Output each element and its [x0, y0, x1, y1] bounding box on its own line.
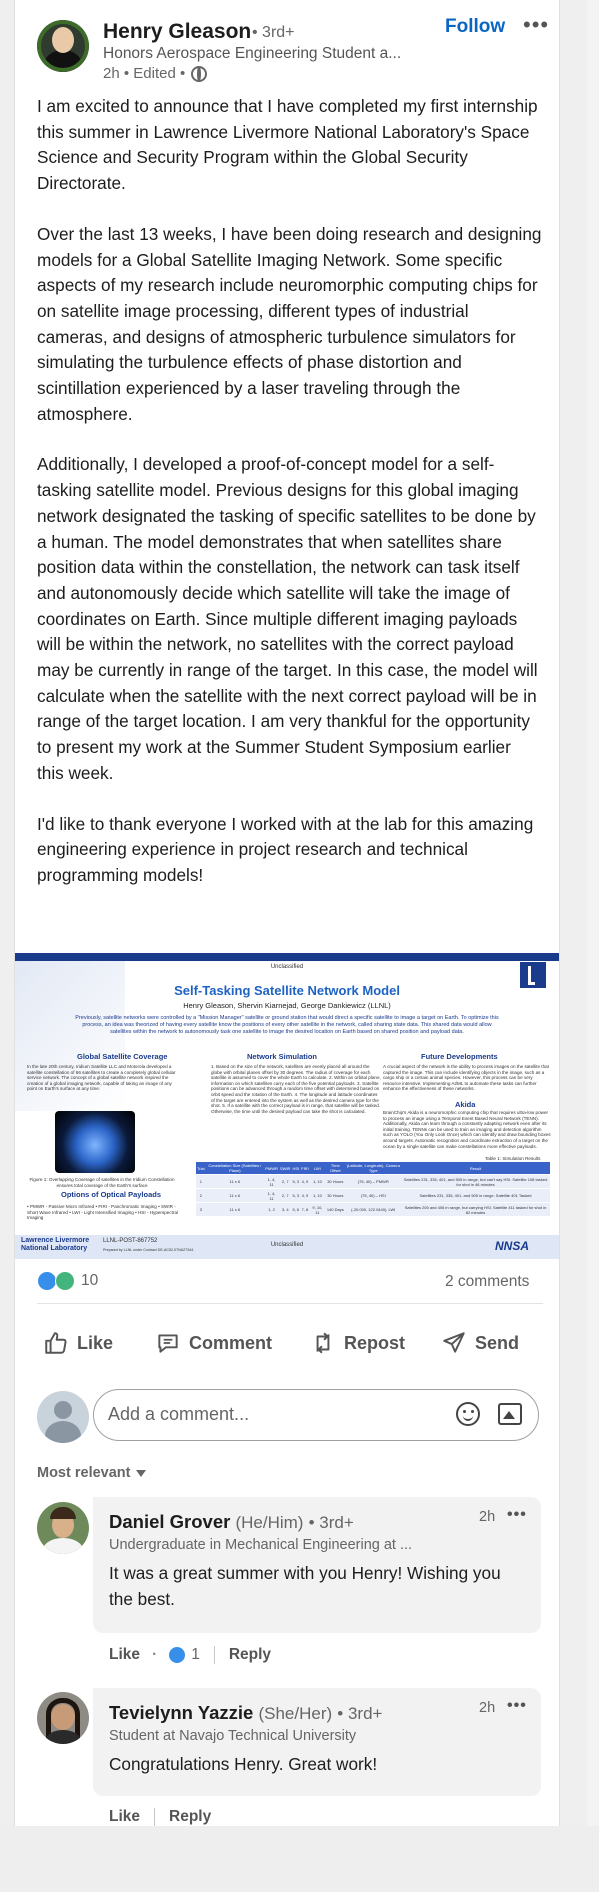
- reaction-count: 10: [81, 1272, 99, 1289]
- poster-top-bar: [15, 953, 559, 961]
- connection-degree: • 3rd+: [252, 24, 295, 41]
- author-avatar[interactable]: [37, 20, 89, 72]
- comment-label: Comment: [189, 1332, 273, 1353]
- commenter-name[interactable]: [109, 1511, 354, 1533]
- divider: [154, 1808, 155, 1826]
- post-timestamp: 2h • Edited •: [103, 65, 186, 82]
- table-cell: 140 Days: [325, 1203, 345, 1217]
- like-label: Like: [77, 1332, 114, 1353]
- poster-figure-caption: Figure 1: Overlapping Coverage of satellites in the Iridium Constellation ensures total coverage of the Earth's surface: [29, 1177, 175, 1188]
- follow-button[interactable]: Follow: [445, 16, 506, 37]
- poster-section-coverage: Global Satellite Coverage: [77, 1052, 168, 1061]
- table-header-cell: LWI: [310, 1162, 325, 1175]
- more-options-icon[interactable]: •••: [523, 12, 550, 37]
- like-reaction-icon: [169, 1647, 185, 1663]
- comment-reply-button[interactable]: Reply: [169, 1808, 212, 1825]
- table-cell: (-20.000, 122.0440), LWI: [345, 1203, 401, 1217]
- table-cell: 4, 9: [300, 1175, 310, 1189]
- comment-placeholder: Add a comment...: [108, 1404, 250, 1424]
- table-cell: 1, 10: [310, 1175, 325, 1189]
- table-cell: 5, 6: [291, 1203, 300, 1217]
- table-cell: 11 x 6: [206, 1189, 264, 1203]
- table-cell: 11 x 6: [206, 1203, 264, 1217]
- commenter-name-text[interactable]: Daniel Grover: [109, 1511, 231, 1532]
- post-paragraph: Over the last 13 weeks, I have been doing research and designing models for a Global Satellite Imaging Network. Some specific aspects of my research include neuromorphic computing chips for on satellite image processing, different types of industrial cameras, and designs of atmospheric turbulence simulators for simulating the turbulence effects of phase distortion and scintillation experienced by a laser traveling through the atmosphere.: [37, 223, 542, 424]
- divider: [214, 1646, 215, 1664]
- repost-label: Repost: [344, 1332, 406, 1353]
- table-cell: 2: [196, 1189, 206, 1203]
- commenter-headline: Undergraduate in Mechanical Engineering at ...: [109, 1537, 413, 1553]
- post-action-bar: [15, 1318, 559, 1368]
- send-button[interactable]: [441, 1318, 519, 1368]
- table-cell: 1, 2: [264, 1203, 279, 1217]
- commenter-avatar[interactable]: [37, 1692, 89, 1744]
- table-cell: 3, 4: [279, 1203, 291, 1217]
- comment-like-count[interactable]: 1: [191, 1646, 200, 1663]
- table-header-row: [196, 1162, 550, 1175]
- divider: [37, 1303, 543, 1304]
- table-header-cell: Constellation Size (Satellites / Plane): [206, 1162, 264, 1175]
- poster-akida-text: BrainChip's Akida is a neuromorphic computing chip that requires ultra-low power to process an image using a Temporal Event Based Neural Network (TENN). Additionally, Akida can learn through a constantly adapting network even after its initial training. TENNs can be used to train an imaging and detection algorithm such as YOLO (You Only Look Once) which can identify and draw bounding boxes around targets. Automatic recognition and coordinate extraction of a target on the ocean by a single satellite can make constellations more effective payloads.: [383, 1110, 551, 1149]
- comment-reply-button[interactable]: Reply: [228, 1646, 272, 1663]
- celebrate-reaction-icon: [55, 1271, 75, 1291]
- nnsa-logo: NNSA: [495, 1239, 530, 1253]
- comment-icon: [155, 1330, 181, 1356]
- table-cell: Satellites 231, 335, 401, and 505 in range, but can't say HSI. Satellite 108 tasked for shot in 46 minutes: [401, 1175, 550, 1189]
- comment-actions: [109, 1646, 271, 1664]
- commenter-degree: • 3rd+: [308, 1513, 354, 1532]
- table-cell: 7, 8: [300, 1203, 310, 1217]
- repost-icon: [310, 1330, 336, 1356]
- poster-results-table: [196, 1162, 550, 1216]
- comment-timestamp: 2h: [479, 1509, 496, 1525]
- comments-count-link[interactable]: 2 comments: [445, 1273, 530, 1290]
- poster-authors: Henry Gleason, Shervin Kiarnejad, George Dankiewicz (LLNL): [183, 1001, 391, 1010]
- comment-actions: [109, 1808, 211, 1826]
- thumbs-up-icon: [43, 1330, 69, 1356]
- commenter-name-text[interactable]: Tevielynn Yazzie: [109, 1702, 254, 1723]
- table-cell: 1, 4, 11: [264, 1175, 279, 1189]
- poster-future-text: A crucial aspect of the network is the ability to process images on the satellite that captured the image. This can include identifying objects in the image, such as a cargo ship or a certain animal species. However, this process can be very resource intensive. Implementing AI/ML to automate these tasks can further enhance the effectiveness of these networks.: [383, 1064, 549, 1092]
- table-cell: Satellites 231, 335, 401, and 505 in range. Satellite 401 Tasked: [401, 1189, 550, 1203]
- poster-section-payloads: Options of Optical Payloads: [61, 1190, 162, 1199]
- table-cell: 1, 10: [310, 1189, 325, 1203]
- page-background-bottom: [0, 1826, 599, 1892]
- table-cell: 5, 3: [291, 1175, 300, 1189]
- poster-unclassified-top: Unclassified: [270, 964, 304, 970]
- table-header-cell: Result: [401, 1162, 550, 1175]
- poster-section-akida: Akida: [455, 1100, 476, 1109]
- table-cell: 30 Hours: [325, 1175, 345, 1189]
- poster-payload-list: • PMWR - Passive Micro Infrared • FIRI - Panchromatic Imaging • SWIR - Short Wave Infrared • LWI - Light Intensified Imaging • HSI - Hyperspectral Imaging: [27, 1204, 179, 1221]
- post-image-poster[interactable]: [15, 953, 559, 1259]
- table-header-cell: Time Offset: [325, 1162, 345, 1175]
- current-user-avatar: [37, 1391, 89, 1443]
- send-icon: [441, 1330, 467, 1356]
- comment-button[interactable]: [155, 1318, 272, 1368]
- comment-input[interactable]: [93, 1389, 539, 1441]
- comment-timestamp: 2h: [479, 1700, 496, 1716]
- table-cell: 1: [196, 1175, 206, 1189]
- like-reaction-icon: [37, 1271, 57, 1291]
- comment-bubble: [93, 1497, 541, 1633]
- table-header-cell: Trial: [196, 1162, 206, 1175]
- comment-bubble: [93, 1688, 541, 1796]
- table-cell: 4, 9: [300, 1189, 310, 1203]
- table-cell: Satellites 205 and 406 in range, but carrying HSI. Satellite 411 tasked for shot in 82 minutes: [401, 1203, 550, 1217]
- send-label: Send: [475, 1332, 520, 1353]
- table-header-cell: SWIR: [279, 1162, 291, 1175]
- comment-like-button[interactable]: Like: [109, 1646, 141, 1663]
- comment-text: Congratulations Henry. Great work!: [109, 1754, 378, 1774]
- sort-label: Most relevant: [37, 1465, 131, 1481]
- table-row: [196, 1189, 550, 1203]
- table-cell: (75, 40) – HSI: [345, 1189, 401, 1203]
- poster-section-future: Future Developments: [421, 1052, 498, 1061]
- reactions-summary[interactable]: [37, 1271, 98, 1291]
- table-cell: 2, 7: [279, 1189, 291, 1203]
- sort-dropdown[interactable]: [37, 1465, 146, 1481]
- table-cell: 3: [196, 1203, 206, 1217]
- commenter-pronouns: (She/Her): [258, 1704, 333, 1723]
- poster-title: Self-Tasking Satellite Network Model: [174, 983, 400, 998]
- comment-like-button[interactable]: Like: [109, 1808, 141, 1825]
- table-row: [196, 1203, 550, 1217]
- commenter-avatar[interactable]: [37, 1502, 89, 1554]
- separator-dot: ·: [152, 1646, 158, 1663]
- comment-more-icon[interactable]: •••: [507, 1506, 527, 1523]
- poster-unclassified-bottom: Unclassified: [270, 1242, 304, 1248]
- table-cell: (75, 40) – PMWR: [345, 1175, 401, 1189]
- table-row: [196, 1175, 550, 1189]
- poster-section-simulation: Network Simulation: [247, 1052, 318, 1061]
- table-cell: 11 x 6: [206, 1175, 264, 1189]
- poster-table-caption: Table 1: Simulation Results: [485, 1156, 541, 1161]
- repost-button[interactable]: [310, 1318, 405, 1368]
- table-cell: 1, 4, 11: [264, 1189, 279, 1203]
- table-cell: 5, 3: [291, 1189, 300, 1203]
- like-button[interactable]: [43, 1318, 113, 1368]
- poster-prepared-by: Prepared by LLNL under Contract DE-AC52-07NA27344.: [103, 1248, 195, 1252]
- author-name[interactable]: Henry Gleason: [103, 20, 252, 43]
- post-paragraph: I am excited to announce that I have completed my first internship this summer in Lawrence Livermore National Laboratory's Space Science and Security Program within the Global Security Directorate.: [37, 96, 538, 194]
- post-paragraph: Additionally, I developed a proof-of-concept model for a self-tasking satellite model. Previous designs for this global imaging network designated the tasking of specific satellites to be done by a human. The model demonstrates that when satellites share position data within the constellation, the network can task itself and autonomously decide which satellite will take the image of coordinates on Earth. Since multiple different imaging payloads will be within the network, no satellites with the correct payload may be currently in range of the target. In this case, the model will calculate when the satellite with the next correct payload will be in range of the target location. I am very thankful for the opportunity to present my work at the Summer Student Symposium earlier this week.: [37, 454, 538, 783]
- table-header-cell: HSI: [291, 1162, 300, 1175]
- poster-coverage-text: In the late 20th century, Iridium Satellite LLC and Motorola developed a satellite constellation of 66 satellites to create a completely global cellular service network. The concept of a global satellite network inspired the creation of a global imaging network, capable of taking an image of any point on Earth's surface at any time.: [27, 1064, 176, 1092]
- author-headline: Honors Aerospace Engineering Student a...: [103, 45, 402, 62]
- commenter-headline: Student at Navajo Technical University: [109, 1728, 357, 1744]
- page-scroll-track: [587, 0, 599, 1892]
- poster-simulation-text: 1. Based on the size of the network, satellites are evenly placed all around the globe with orbital planes offset by 30 degrees. The radius of coverage for each satellite is assumed to cover the whole Earth to calculate. 2. Within an orbital plane, information on which satellites carry each of the five potential payloads. 3. Satellite positions can be advanced through a random time offset with determined based on orbit speed and the rotation of the Earth. 4. The longitude and latitude coordinates of the target are entered into the system as well as the desired camera type for the shot. 5. If a satellite with the correct payload is in range, that satellite will be tasked. Otherwise, the time until the desired payload can take the shot is calculated.: [211, 1064, 381, 1114]
- table-header-cell: FIRI: [300, 1162, 310, 1175]
- post-meta: [103, 65, 207, 82]
- feed-post-card: [14, 0, 560, 1826]
- post-body: [37, 94, 542, 914]
- table-cell: 30 Hours: [325, 1189, 345, 1203]
- post-paragraph: I'd like to thank everyone I worked with at the lab for this amazing engineering experience in project research and technical programming models!: [37, 813, 534, 885]
- commenter-name[interactable]: [109, 1702, 382, 1724]
- table-cell: 2, 7: [279, 1175, 291, 1189]
- poster-llnl-logo-text: Lawrence Livermore National Laboratory: [21, 1237, 90, 1252]
- caret-down-icon: [136, 1470, 146, 1477]
- image-icon[interactable]: [498, 1403, 522, 1425]
- table-header-cell: (Latitude, Longitude), Camera Type: [346, 1163, 400, 1173]
- poster-intro: Previously, satellite networks were controlled by a "Mission Manager" satellite or ground station that would direct a specific satellite to image a target on Earth. To optimize this process, an idea was theorized of having every satellite know the positions of every other satellite in the network, called sharing state data. This shared data would allow satellites within the network to autonomously task one satellite to image the desired location on Earth based on shared position and payload data.: [75, 1015, 499, 1035]
- emoji-icon[interactable]: [456, 1402, 480, 1426]
- table-header-cell: PMWR: [264, 1162, 279, 1175]
- comment-text: It was a great summer with you Henry! Wishing you the best.: [109, 1563, 501, 1609]
- globe-icon: [191, 66, 207, 82]
- poster-id: LLNL-POST-867752: [103, 1238, 158, 1244]
- commenter-degree: • 3rd+: [337, 1704, 383, 1723]
- poster-earth-image: [55, 1111, 135, 1173]
- commenter-pronouns: (He/Him): [235, 1513, 304, 1532]
- table-cell: 9, 10, 11: [310, 1203, 325, 1217]
- comment-more-icon[interactable]: •••: [507, 1697, 527, 1714]
